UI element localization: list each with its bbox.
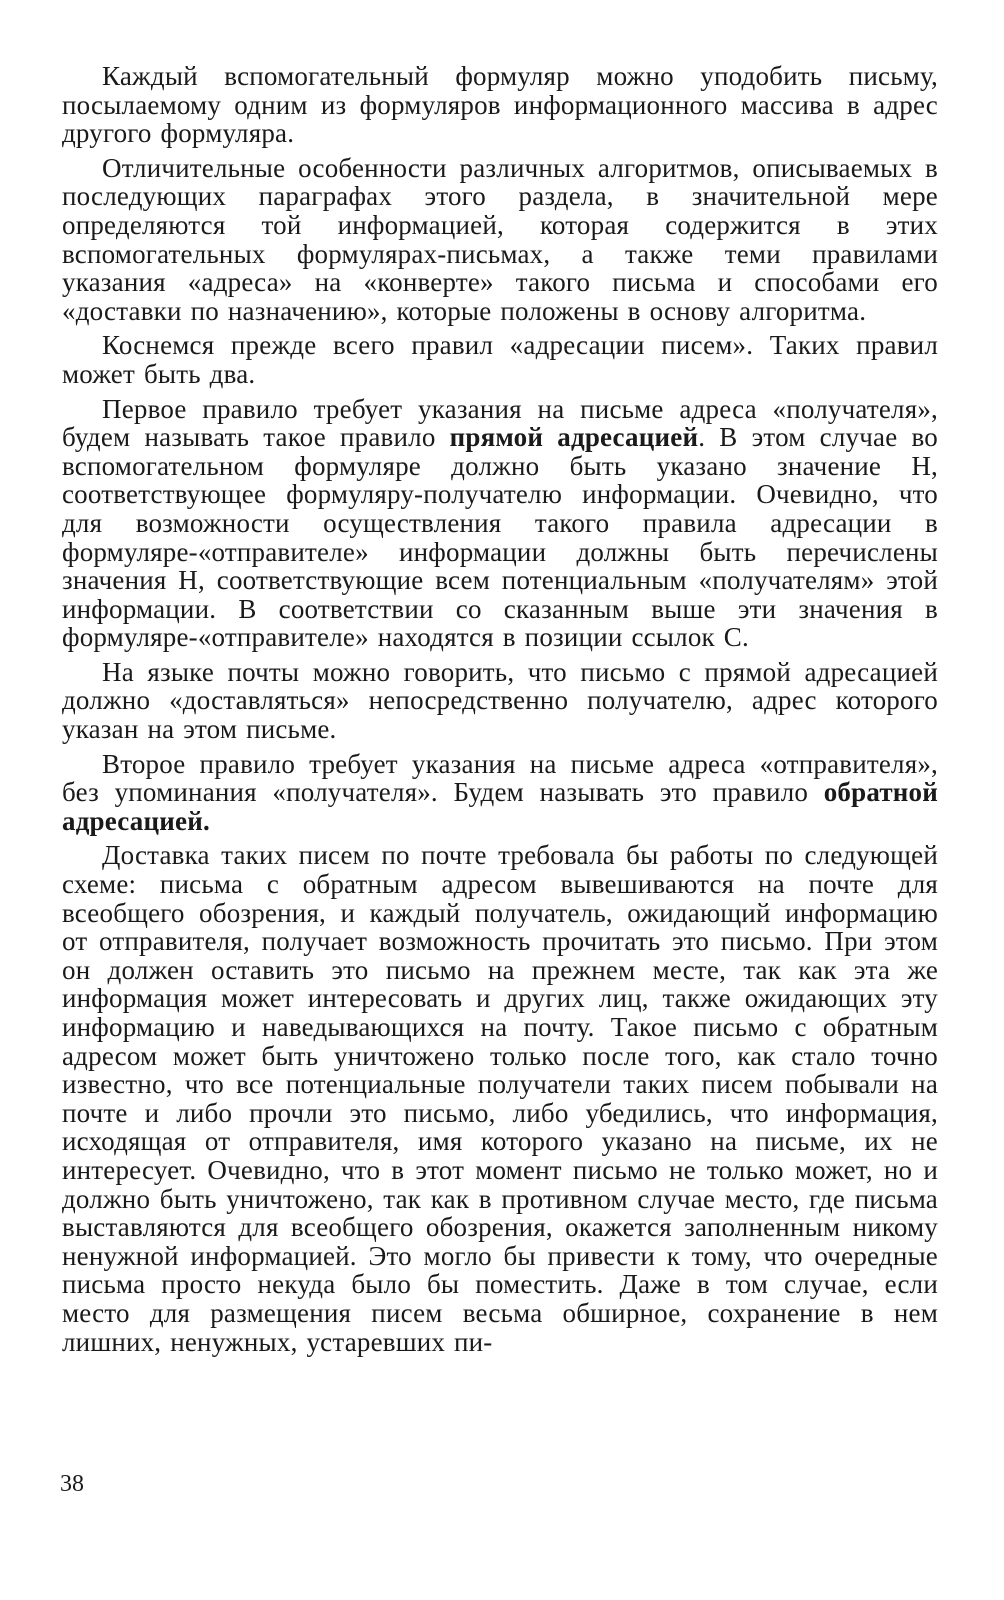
paragraph [62, 331, 938, 388]
paragraph [62, 395, 938, 652]
text-run: На языке почты можно говорить, что письмо с прямой адресацией должно «доставляться» непосредственно получателю, адрес которого указан на этом письме. [62, 656, 938, 745]
page-text [62, 62, 938, 1362]
term-reverse-addressing: обратной адресацией. [62, 777, 938, 836]
text-run: Первое правило требует указания на письме адреса «получателя», будем называть такое правило [62, 393, 938, 453]
paragraph [62, 658, 938, 744]
paragraph [62, 841, 938, 1356]
term-direct-addressing: прямой адресацией [449, 422, 699, 453]
text-run: Второе правило требует указания на письме адреса «отправителя», без упоминания «получателя». Будем называть это правило [62, 748, 938, 808]
text-run: Коснемся прежде всего правил «адресации писем». Таких правил может быть два. [62, 330, 938, 389]
paragraph [62, 62, 938, 148]
text-run: Каждый вспомогательный формуляр можно уподобить письму, посылаемому одним из формуляров информационного массива в адрес другого формуляра. [62, 61, 938, 149]
text-run: Доставка таких писем по почте требовала бы работы по следующей схеме: письма с обратным адресом вывешиваются на почте для всеобщего обозрения, и каждый получатель, ожидающий информацию от отправителя, получает возможность прочитать это письмо. При этом он должен оставить это письмо на прежнем месте, так как эта же информация может интересовать и других лиц, также ожидающих эту информацию и наведывающихся на почту. Такое письмо с обратным адресом может быть уничтожено только после того, как стало точно известно, что все потенциальные получатели таких писем побывали на почте и либо прочли это письмо, либо убедились, что информация, исходящая от отправителя, имя которого указано на письме, их не интересует. Очевидно, что в этот момент письмо не только может, но и должно быть уничтожено, так как в противном случае место, где письма выставляются для всеобщего обозрения, окажется заполненным никому ненужной информацией. Это могло бы привести к тому, что очередные письма просто некуда было бы поместить. Даже в том случае, если место для размещения писем весьма обширное, сохранение в нем лишних, ненужных, устаревших пи- [62, 840, 938, 1357]
paragraph [62, 750, 938, 836]
page-number: 38 [60, 1471, 84, 1497]
paragraph [62, 154, 938, 326]
text-run: . В этом случае во вспомогательном формуляре должно быть указано значение Н, соответствующее формуляру-получателю информации. Очевидно, что для возможности осуществления такого правила адресации в формуляре-«отправителе» информации должны быть перечислены значения Н, соответствующие всем потенциальным «получателям» этой информации. В соответствии со сказанным выше эти значения в формуляре-«отправителе» находятся в позиции ссылок С. [62, 422, 938, 653]
text-run: Отличительные особенности различных алгоритмов, описываемых в последующих параграфах этого раздела, в значительной мере определяются той информацией, которая содержится в этих вспомогательных формулярах-письмах, а также теми правилами указания «адреса» на «конверте» такого письма и способами его «доставки по назначению», которые положены в основу алгоритма. [62, 152, 938, 326]
